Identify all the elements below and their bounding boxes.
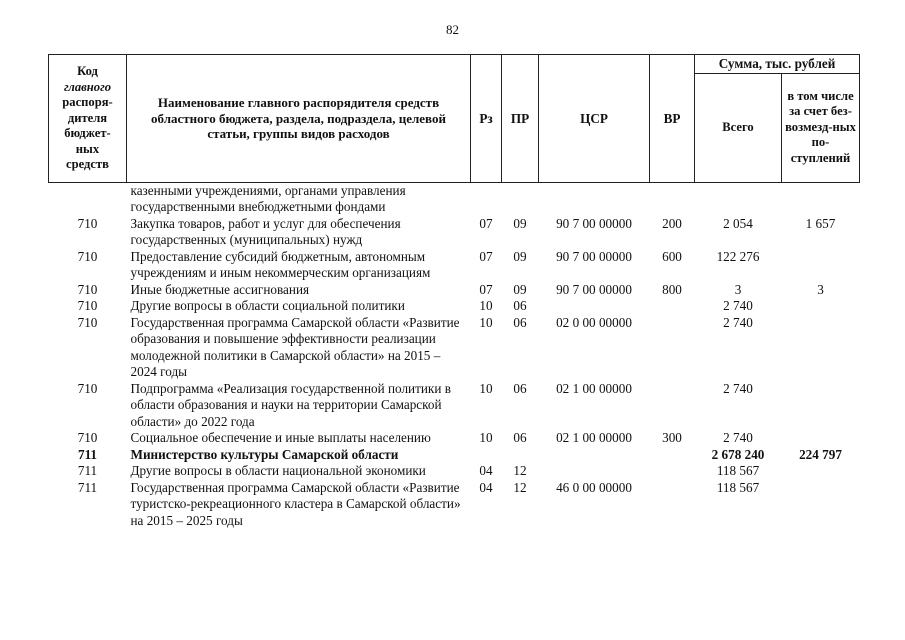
cell-csr: 90 7 00 00000 <box>556 248 632 264</box>
cell-free <box>782 463 860 480</box>
cell-free <box>782 480 860 530</box>
header-vr: ВР <box>650 55 695 183</box>
cell-csr <box>539 298 650 315</box>
table-row <box>49 447 860 464</box>
cell-rz: 07 <box>479 215 493 231</box>
cell-total: 2 740 <box>723 298 753 313</box>
table-row <box>49 480 860 530</box>
header-total: Всего <box>695 73 782 182</box>
header-code-line: средств <box>66 157 109 171</box>
cell-code: 711 <box>77 446 98 462</box>
cell-name: Государственная программа Самарской области «Развитие образования и повышение эффективности реализации молодежной политики в Самарской области» на 2015 – 2024 годы <box>130 314 460 379</box>
cell-rz: 10 <box>479 298 493 313</box>
cell-name: Подпрограмма «Реализация государственной политики в области образования и науки на территории Самарской области» до 2022 года <box>130 380 451 429</box>
table-row <box>49 463 860 480</box>
table-row <box>49 249 860 282</box>
header-code-line: Код <box>77 64 98 78</box>
cell-pr: 09 <box>513 281 527 297</box>
cell-total: 122 276 <box>716 248 760 264</box>
cell-code: 710 <box>77 281 98 297</box>
header-rz: Рз <box>471 55 502 183</box>
cell-free: 1 657 <box>805 215 836 231</box>
cell-free <box>782 182 860 216</box>
table-row <box>49 298 860 315</box>
header-code <box>49 55 127 183</box>
cell-total: 2 678 240 <box>711 446 765 462</box>
header-code-line: распоря- <box>62 95 113 109</box>
cell-rz: 10 <box>479 380 493 396</box>
cell-free <box>782 430 860 447</box>
cell-code: 710 <box>77 248 98 264</box>
cell-vr: 200 <box>662 215 682 231</box>
cell-csr <box>539 447 650 464</box>
cell-name: Предоставление субсидий бюджетным, автономным учреждениям и иным некоммерческим организациям <box>130 248 431 280</box>
table-row <box>49 182 860 216</box>
table-row <box>49 430 860 447</box>
cell-vr <box>650 463 695 480</box>
cell-vr <box>650 480 695 530</box>
cell-pr <box>502 447 539 464</box>
cell-code: 710 <box>77 298 98 313</box>
cell-pr: 12 <box>513 463 527 478</box>
cell-vr <box>650 381 695 431</box>
cell-code: 710 <box>77 430 98 445</box>
cell-pr: 09 <box>513 248 527 264</box>
table-row <box>49 282 860 299</box>
cell-free <box>782 315 860 381</box>
cell-code: 710 <box>77 215 98 231</box>
header-sum: Сумма, тыс. рублей <box>695 55 860 74</box>
cell-pr: 06 <box>513 298 527 313</box>
cell-csr: 90 7 00 00000 <box>556 281 632 297</box>
cell-csr: 02 0 00 00000 <box>556 314 632 330</box>
cell-csr: 02 1 00 00000 <box>556 380 632 396</box>
cell-vr: 600 <box>662 248 682 264</box>
cell-name: казенными учреждениями, органами управления государственными внебюджетными фондами <box>130 182 406 214</box>
cell-vr <box>650 315 695 381</box>
cell-name: Государственная программа Самарской области «Развитие туристско-рекреационного кластера в Самарской области» на 2015 – 2025 годы <box>130 479 461 528</box>
cell-code: 710 <box>77 380 98 396</box>
table-row <box>49 381 860 431</box>
cell-total: 2 054 <box>723 215 753 231</box>
header-code-line: дителя <box>67 110 108 125</box>
cell-rz: 10 <box>479 430 493 445</box>
cell-pr: 12 <box>513 479 527 495</box>
cell-code: 711 <box>77 479 98 495</box>
cell-total: 2 740 <box>723 430 753 445</box>
cell-code: 710 <box>77 314 98 330</box>
header-code-line: главного <box>63 79 112 94</box>
table-row <box>49 216 860 249</box>
header-code-line: бюджет- <box>64 126 111 140</box>
cell-vr: 800 <box>662 281 682 297</box>
header-free: в том числе за счет без-возмезд-ных по-ступлений <box>782 73 860 182</box>
cell-total <box>695 182 782 216</box>
cell-csr: 02 1 00 00000 <box>556 430 632 445</box>
cell-pr <box>502 182 539 216</box>
cell-vr <box>650 447 695 464</box>
cell-vr: 300 <box>662 430 682 445</box>
cell-vr <box>650 298 695 315</box>
cell-csr: 46 0 00 00000 <box>556 479 632 495</box>
cell-pr: 06 <box>513 430 527 445</box>
cell-free <box>782 298 860 315</box>
cell-total: 2 740 <box>723 380 753 396</box>
cell-rz: 07 <box>479 248 493 264</box>
cell-rz <box>471 182 502 216</box>
cell-code: 711 <box>77 463 98 478</box>
cell-name: Закупка товаров, работ и услуг для обеспечения государственных (муниципальных) нужд <box>130 215 401 247</box>
cell-name: Социальное обеспечение и иные выплаты населению <box>130 430 431 445</box>
cell-rz <box>471 447 502 464</box>
cell-free <box>782 249 860 282</box>
cell-free: 224 797 <box>799 446 842 462</box>
cell-csr: 90 7 00 00000 <box>556 215 632 231</box>
cell-name: Другие вопросы в области социальной политики <box>130 298 405 313</box>
table-row <box>49 315 860 381</box>
cell-total: 3 <box>734 281 742 297</box>
cell-name: Другие вопросы в области национальной экономики <box>130 463 426 478</box>
cell-pr: 06 <box>513 314 527 330</box>
cell-name: Министерство культуры Самарской области <box>130 446 399 462</box>
cell-name: Иные бюджетные ассигнования <box>130 281 310 297</box>
header-name: Наименование главного распорядителя средств областного бюджета, раздела, подраздела, целевой статьи, группы видов расходов <box>127 55 471 183</box>
cell-free: 3 <box>817 281 824 297</box>
cell-rz: 07 <box>479 281 493 297</box>
cell-pr: 09 <box>513 215 527 231</box>
budget-table <box>48 54 860 529</box>
cell-rz: 04 <box>479 463 493 478</box>
cell-csr <box>539 182 650 216</box>
cell-pr: 06 <box>513 380 527 396</box>
table-body <box>49 182 860 529</box>
header-csr: ЦСР <box>539 55 650 183</box>
header-code-line: ных <box>75 141 100 156</box>
cell-csr <box>539 463 650 480</box>
header-pr: ПР <box>502 55 539 183</box>
cell-code <box>49 182 127 216</box>
cell-total: 2 740 <box>723 314 753 330</box>
page-number: 82 <box>446 22 459 37</box>
cell-free <box>782 381 860 431</box>
cell-rz: 04 <box>479 479 493 495</box>
cell-total: 118 567 <box>716 479 760 495</box>
cell-rz: 10 <box>479 314 493 330</box>
table-header <box>49 55 860 183</box>
cell-total: 118 567 <box>716 463 760 478</box>
cell-vr <box>650 182 695 216</box>
